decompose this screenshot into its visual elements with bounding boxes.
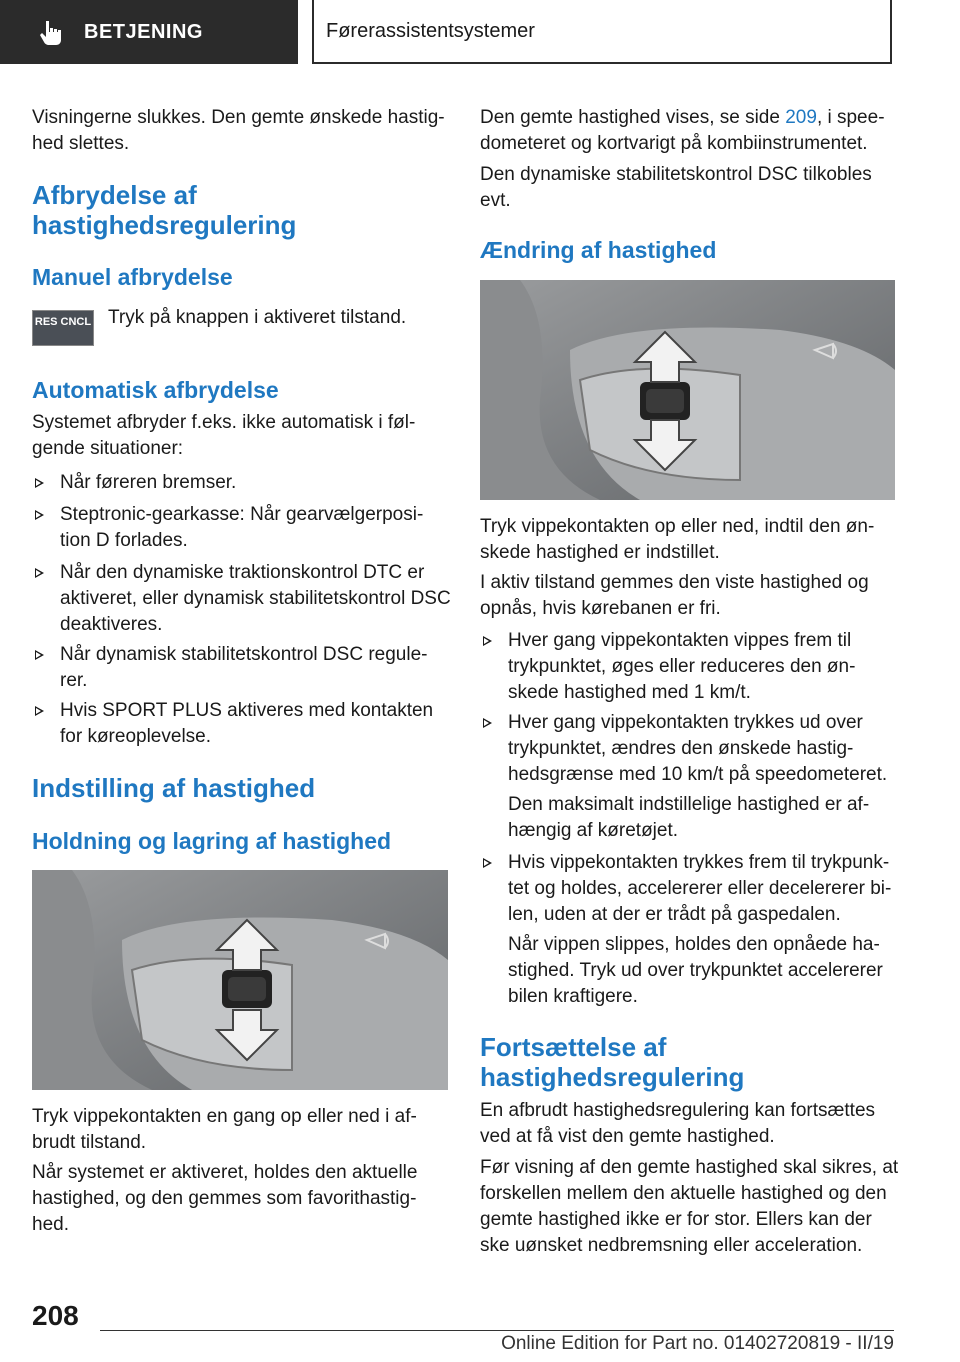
list-item: Steptronic-gearkasse: Når gearvælgerposi‐tion D forlades. xyxy=(32,502,452,554)
chapter-title: Førerassistentsystemer xyxy=(326,19,535,42)
edition-note: Online Edition for Part no. 01402720819 - II/19 xyxy=(501,1333,894,1354)
triangle-bullet-icon xyxy=(35,478,44,488)
page-number: 208 xyxy=(32,1300,79,1331)
heading-holdning: Holdning og lagring af hastighed xyxy=(32,828,392,854)
section-label: BETJENING xyxy=(84,20,203,43)
steering-wheel-rocker-photo xyxy=(480,280,895,500)
paragraph: En afbrudt hastighedsregulering kan fortsættes ved at få vist den gemte hastighed. xyxy=(480,1100,876,1147)
list-item: Hvis vippekontakten trykkes frem til trykpunk‐tet og holdes, accelererer eller decelererer bi‐len, uden at der er trådt på gaspedalen. xyxy=(480,850,900,928)
triangle-bullet-icon xyxy=(483,636,492,646)
paragraph: Når systemet er aktiveret, holdes den aktuelle hastighed, og den gemmes som favorithastig‐hed. xyxy=(32,1162,418,1235)
paragraph: Før visning af den gemte hastighed skal sikres, at forskellen mellem den aktuelle hastighed og den gemte hastighed ikke er for stor. Ellers kan der ske uønsket nedbremsning eller acceleration. xyxy=(480,1157,899,1256)
steering-wheel-rocker-photo xyxy=(32,870,448,1090)
heading-aendring: Ændring af hastighed xyxy=(480,237,717,263)
list-item: Hvis SPORT PLUS aktiveres med kontakten for køreoplevelse. xyxy=(32,698,452,750)
footer-divider xyxy=(100,1330,894,1331)
triangle-bullet-icon xyxy=(35,650,44,660)
triangle-bullet-icon xyxy=(35,568,44,578)
indented-note: Den maksimalt indstillelige hastighed er af‐hængig af køretøjet. xyxy=(508,794,870,841)
list-item: Hver gang vippekontakten trykkes ud over trykpunktet, ændres den ønskede hastig‐hedsgrænse med 10 km/t på speedometeret. xyxy=(480,710,900,788)
paragraph: Den gemte hastighed vises, se side 209, i spee‐dometeret og kortvarigt på kombiinstrumentet. xyxy=(480,107,885,154)
paragraph: Tryk vippekontakten op eller ned, indtil den øn‐skede hastighed er indstillet. xyxy=(480,516,875,563)
res-cncl-label: RES CNCL xyxy=(34,316,92,328)
paragraph: Den dynamiske stabilitetskontrol DSC tilkobles evt. xyxy=(480,164,872,211)
chapter-header xyxy=(312,0,892,64)
heading-fortsaettelse: Fortsættelse af hastighedsregulering xyxy=(480,1032,745,1092)
page-link[interactable]: 209 xyxy=(785,107,817,128)
list-item: Når dynamisk stabilitetskontrol DSC regule‐rer. xyxy=(32,642,452,694)
heading-automatisk: Automatisk afbrydelse xyxy=(32,377,279,403)
section-tab xyxy=(0,0,298,64)
paragraph: I aktiv tilstand gemmes den viste hastighed og opnås, hvis kørebanen er fri. xyxy=(480,572,869,619)
res-cncl-button-icon xyxy=(32,310,94,346)
triangle-bullet-icon xyxy=(483,858,492,868)
paragraph: Systemet afbryder f.eks. ikke automatisk i føl‐gende situationer: xyxy=(32,412,416,459)
heading-manuel: Manuel afbrydelse xyxy=(32,264,233,290)
heading-indstilling: Indstilling af hastighed xyxy=(32,773,316,803)
triangle-bullet-icon xyxy=(35,510,44,520)
triangle-bullet-icon xyxy=(483,718,492,728)
list-item: Hver gang vippekontakten vippes frem til trykpunktet, øges eller reduceres den øn‐skede hastighed med 1 km/t. xyxy=(480,628,900,706)
paragraph: Tryk på knappen i aktiveret tilstand. xyxy=(108,307,407,328)
hand-pointer-icon xyxy=(38,19,64,45)
heading-afbrydelse: Afbrydelse af hastighedsregulering xyxy=(32,180,297,240)
triangle-bullet-icon xyxy=(35,706,44,716)
paragraph: Visningerne slukkes. Den gemte ønskede hastig‐hed slettes. xyxy=(32,107,445,154)
list-item: Når føreren bremser. xyxy=(32,470,452,496)
list-item: Når den dynamiske traktionskontrol DTC er aktiveret, eller dynamisk stabilitetskontrol DSC deaktiveres. xyxy=(32,560,452,638)
indented-note: Når vippen slippes, holdes den opnåede ha‐stighed. Tryk ud over trykpunktet accelererer bilen kraftigere. xyxy=(508,934,883,1007)
paragraph: Tryk vippekontakten en gang op eller ned i af‐brudt tilstand. xyxy=(32,1106,417,1153)
